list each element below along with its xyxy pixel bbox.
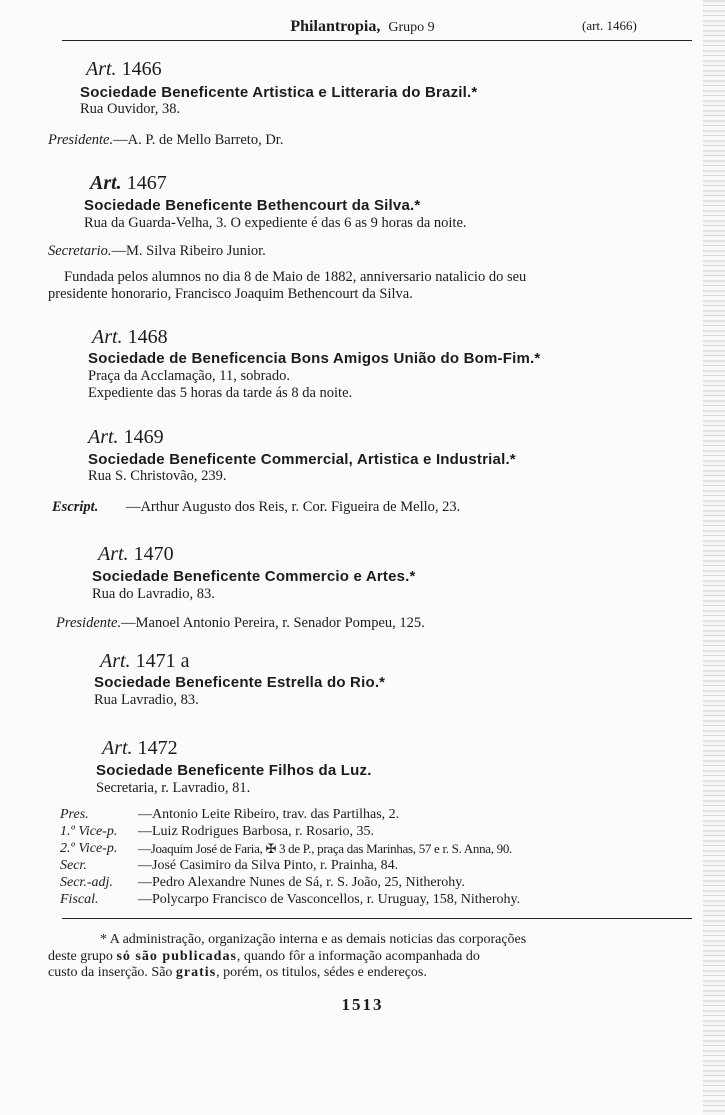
society-note: presidente honorario, Francisco Joaquim Bethencourt da Silva. <box>48 286 413 302</box>
officer-entry: —José Casimiro da Silva Pinto, r. Prainha, 84. <box>138 858 399 873</box>
header-grupo: Grupo 9 <box>388 20 435 35</box>
officer-entry: —Pedro Alexandre Nunes de Sá, r. S. João, 25, Nitherohy. <box>138 875 465 890</box>
society-hours: Expediente das 5 horas da tarde ás 8 da noite. <box>88 385 353 401</box>
footnote-line: deste grupo só são publicadas, quando fôr a informação acompanhada do <box>48 948 480 964</box>
article-heading: Art. 1469 <box>88 426 164 448</box>
officer-line: Escript. —Arthur Augusto dos Reis, r. Cor. Figueira de Mello, 23. <box>52 499 461 515</box>
society-name: Sociedade de Beneficencia Bons Amigos União do Bom-Fim.* <box>88 350 541 367</box>
header-title: Philantropia, <box>290 18 381 35</box>
society-name: Sociedade Beneficente Artistica e Litteraria do Brazil.* <box>80 84 478 101</box>
footnote-rule <box>62 918 692 919</box>
article-heading: Art. 1470 <box>98 543 174 565</box>
officer-role: 1.º Vice-p. <box>60 824 118 839</box>
officers-list <box>0 807 725 917</box>
footnote-line: * A administração, organização interna e as demais noticias das corporações <box>100 932 527 947</box>
footnote <box>48 932 698 982</box>
society-address: Rua do Lavradio, 83. <box>92 586 215 602</box>
officer-line: Secretario.—M. Silva Ribeiro Junior. <box>48 243 266 259</box>
officer-entry: —Joaquim José de Faria, ✠ 3 de P., praça das Marinhas, 57 e r. S. Anna, 90. <box>138 841 512 856</box>
society-name: Sociedade Beneficente Estrella do Rio.* <box>94 674 386 691</box>
society-address: Secretaria, r. Lavradio, 81. <box>96 780 251 796</box>
article-heading: Art. 1467 <box>90 172 167 194</box>
officer-line: Presidente.—A. P. de Mello Barreto, Dr. <box>48 132 284 148</box>
officer-role: Pres. <box>60 807 89 822</box>
officer-line: Presidente.—Manoel Antonio Pereira, r. Senador Pompeu, 125. <box>56 615 425 631</box>
officer-role: Fiscal. <box>60 892 99 907</box>
society-address: Rua Lavradio, 83. <box>94 692 199 708</box>
officer-entry: —Antonio Leite Ribeiro, trav. das Partilhas, 2. <box>138 807 400 822</box>
article-heading: Art. 1471 a <box>100 650 190 672</box>
society-name: Sociedade Beneficente Bethencourt da Silva.* <box>84 197 421 214</box>
society-name: Sociedade Beneficente Commercial, Artistica e Industrial.* <box>88 451 516 468</box>
society-address: Rua S. Christovão, 239. <box>88 468 227 484</box>
society-name: Sociedade Beneficente Filhos da Luz. <box>96 762 372 779</box>
footnote-line: custo da inserção. São gratis, porém, os titulos, sédes e endereços. <box>48 965 427 980</box>
society-address: Rua Ouvidor, 38. <box>80 101 181 117</box>
article-heading: Art. 1472 <box>102 737 178 759</box>
officer-role: Secr.-adj. <box>60 875 113 890</box>
officer-role: Secr. <box>60 858 87 873</box>
page-edge-decoration <box>703 0 725 1115</box>
header-rule <box>62 40 692 41</box>
officer-entry: —Luiz Rodrigues Barbosa, r. Rosario, 35. <box>138 824 375 839</box>
page-number: 1513 <box>341 995 384 1014</box>
article-heading: Art. 1466 <box>86 58 162 80</box>
society-address: Rua da Guarda-Velha, 3. O expediente é das 6 as 9 horas da noite. <box>84 215 467 231</box>
header-article-ref: (art. 1466) <box>582 18 637 33</box>
society-address: Praça da Acclamação, 11, sobrado. <box>88 368 290 384</box>
article-heading: Art. 1468 <box>92 326 168 348</box>
officer-role: 2.º Vice-p. <box>60 841 118 856</box>
society-name: Sociedade Beneficente Commercio e Artes.* <box>92 568 416 585</box>
running-header <box>0 18 725 36</box>
society-note: Fundada pelos alumnos no dia 8 de Maio de 1882, anniversario natalicio do seu <box>64 269 527 285</box>
officer-entry: —Polycarpo Francisco de Vasconcellos, r. Uruguay, 158, Nitherohy. <box>138 892 521 907</box>
